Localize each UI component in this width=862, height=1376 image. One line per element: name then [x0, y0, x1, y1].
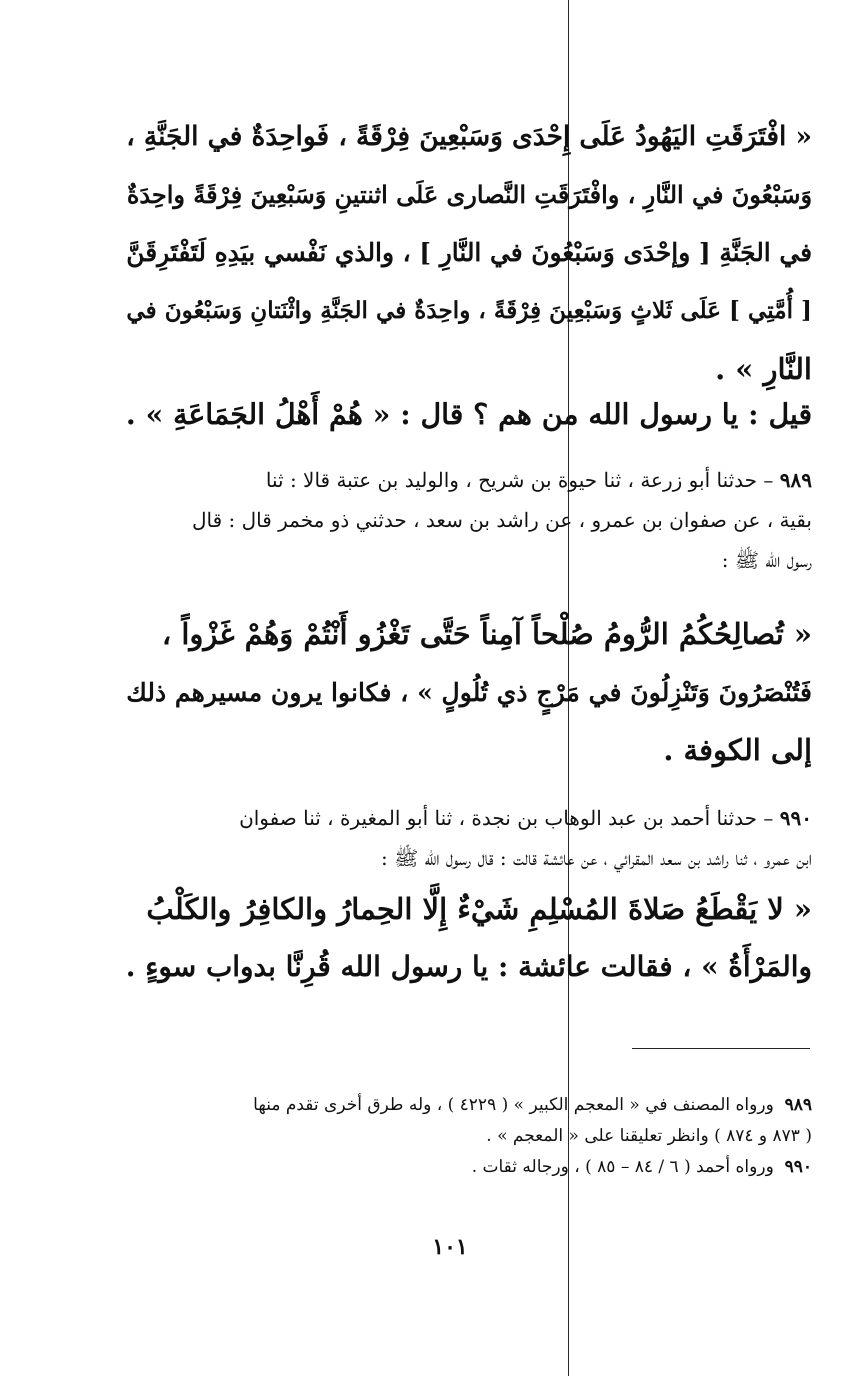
text-line: فَتُنْصَرُونَ وَتَنْزِلُونَ في مَرْجٍ ذي تُلُولٍ » ، فكانوا يرون مسيرهم ذلك [126, 677, 812, 707]
footnote-989 [112, 1090, 812, 1121]
isnad-line: ٩٨٩ – حدثنا أبو زرعة ، ثنا حيوة بن شريح ، والوليد بن عتبة قالا : ثنا [265, 468, 812, 492]
footnote-990 [112, 1152, 812, 1183]
page-number: ١٠١ [432, 1234, 468, 1260]
hadith-988-question [112, 385, 812, 443]
hadith-990-text [112, 880, 812, 996]
isnad-line: رسول الله ﷺ : [721, 548, 812, 572]
hadith-988-text [112, 108, 812, 398]
footnote-number: ٩٩٠ [784, 1157, 812, 1177]
text-line: والمَرْأَةُ » ، فقالت عائشة : يا رسول الله قُرِنَّا بدواب سوءٍ . [125, 950, 812, 983]
hadith-number: ٩٨٩ [779, 468, 812, 492]
isnad-text: حدثنا أبو زرعة ، ثنا حيوة بن شريح ، والوليد بن عتبة قالا : ثنا [265, 468, 758, 492]
isnad-text: حدثنا أحمد بن عبد الوهاب بن نجدة ، ثنا أبو المغيرة ، ثنا صفوان [239, 806, 758, 830]
text-line: [ أُمَّتِي ] عَلَى ثَلاثٍ وَسَبْعِينَ فِرْقَةً ، واحِدَةٌ في الجَنَّةِ واثْنَتانِ وَسَبْعُونَ في [126, 297, 812, 324]
text-line: « افْتَرَقَتِ اليَهُودُ عَلَى إِحْدَى وَسَبْعِينَ فِرْقَةً ، فَواحِدَةٌ في الجَنَّةِ ، [126, 121, 812, 152]
text-line: « لا يَقْطَعُ صَلاةَ المُسْلِمِ شَيْءٌ إِلَّا الحِمارُ والكافِرُ والكَلْبُ [146, 892, 812, 926]
isnad-line: ٩٩٠ – حدثنا أحمد بن عبد الوهاب بن نجدة ، ثنا أبو المغيرة ، ثنا صفوان [239, 806, 812, 830]
footnote-text: ورواه أحمد ( ٦ / ٨٤ – ٨٥ ) ، ورجاله ثقات . [471, 1157, 774, 1177]
isnad-line: ابن عمرو ، ثنا راشد بن سعد المقرائي ، عن عائشة قالت : قال رسول الله ﷺ : [381, 846, 812, 870]
footnote-989-cont: ( ٨٧٣ و ٨٧٤ ) وانظر تعليقنا على « المعجم » . [486, 1126, 812, 1146]
hadith-990-isnad [112, 798, 812, 878]
text-line: قيل : يا رسول الله من هم ؟ قال : « هُمْ أَهْلُ الجَمَاعَةِ » . [125, 397, 812, 431]
text-line: النَّارِ » . [715, 352, 812, 386]
hadith-number: ٩٩٠ [779, 806, 812, 830]
hadith-989-text [112, 605, 812, 779]
text-line: إلى الكوفة . [663, 733, 812, 767]
text-line: « تُصالِحُكُمُ الرُّومُ صُلْحاً آمِناً حَتَّى تَغْزُو أَنْتُمْ وَهُمْ غَزْواً ، [161, 617, 812, 651]
text-line: في الجَنَّةِ [ وإحْدَى وَسَبْعُونَ في النَّارِ ] ، والذي نَفْسي بيَدِهِ لَتَفْتَرِقَنَّ [126, 238, 812, 267]
footnotes [112, 1090, 812, 1183]
text-line: وَسَبْعُونَ في النَّارِ ، وافْتَرَقَتِ النَّصارى عَلَى اثنتينِ وَسَبْعِينَ فِرْقَةً واحِدَةٌ [126, 181, 812, 209]
hadith-989-isnad [112, 460, 812, 580]
footnote-separator [632, 1048, 810, 1049]
footnote-number: ٩٨٩ [784, 1095, 812, 1115]
footnote-text: ورواه المصنف في « المعجم الكبير » ( ٤٢٢٩ ) ، وله طرق أخرى تقدم منها [253, 1095, 774, 1115]
isnad-line: بقية ، عن صفوان بن عمرو ، عن راشد بن سعد ، حدثني ذو مخمر قال : قال [191, 508, 812, 532]
